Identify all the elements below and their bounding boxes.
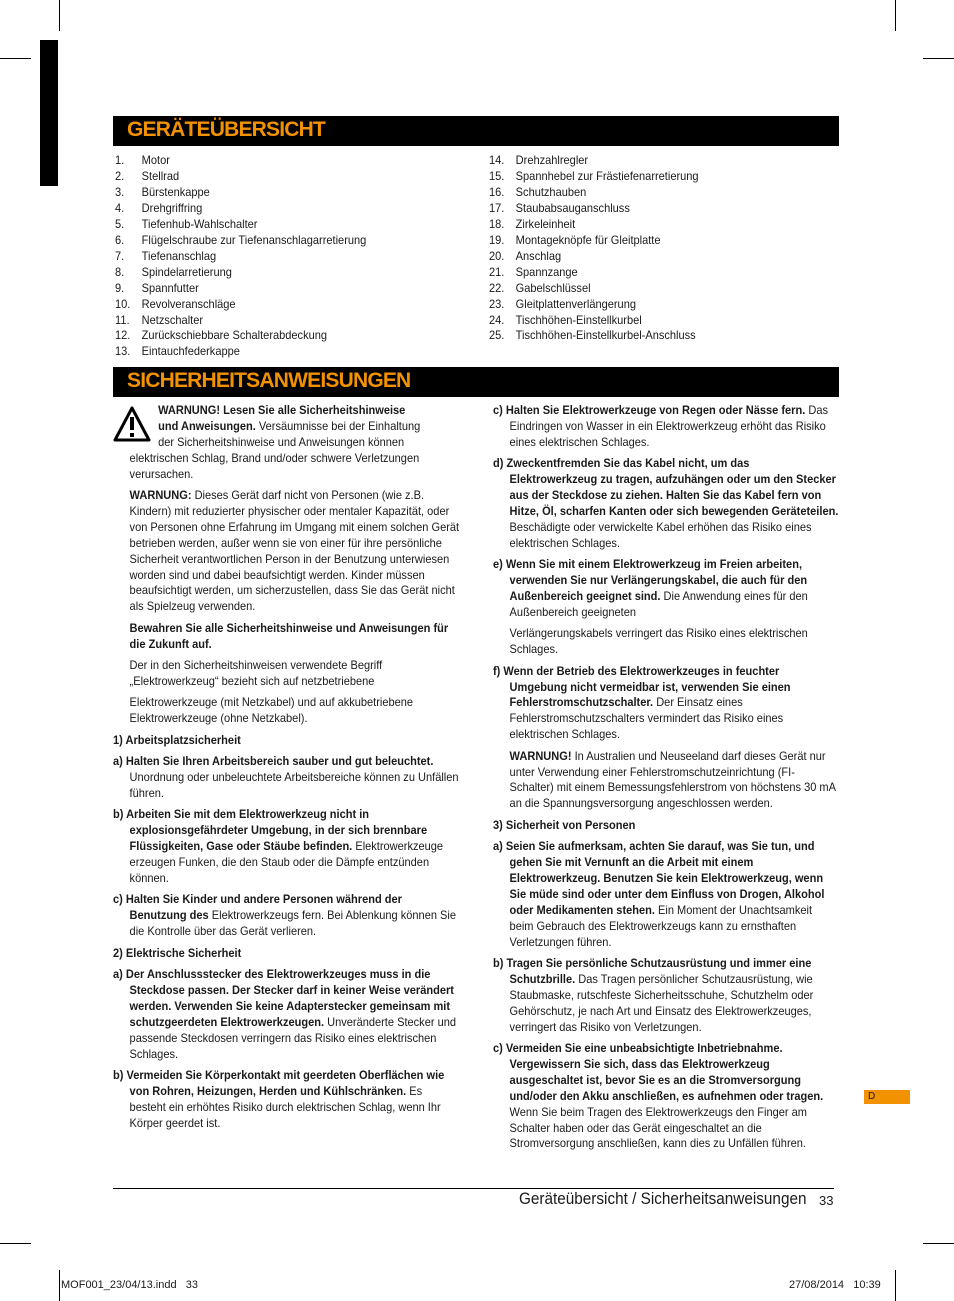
part-list-item (115, 281, 366, 297)
part-number: 6. (115, 232, 125, 247)
part-number: 24. (489, 312, 505, 327)
part-number: 16. (489, 184, 505, 199)
part-label: Schutzhauben (515, 184, 587, 199)
part-list-item (115, 313, 366, 329)
crop-mark (923, 1243, 954, 1244)
rule-1b-heading: b) Arbeiten Sie mit dem Elektrowerkzeug nicht in explosionsgefährdeter Umgebung, in der sich brennbare Flüssigkeiten, Gase oder Stäube befinden. (113, 807, 428, 854)
rule-2a-heading: a) Der Anschlussstecker des Elektrowerkzeuges muss in die Steckdose passen. Der Stecker darf in keiner Weise verändert werden. Verwenden Sie keine Adapterstecker gemeinsam mit schutzgeerdeten Elektrowerkzeugen. (113, 967, 454, 1029)
safety-header-bar (113, 367, 839, 397)
part-list-item (489, 281, 699, 297)
part-list-item (489, 233, 699, 249)
page-number: 33 (819, 1193, 834, 1208)
part-number: 2. (115, 168, 125, 183)
rule-2e-heading: e) Wenn Sie mit einem Elektrowerkzeug im Freien arbeiten, verwenden Sie nur Verlängerungskabel, die auch für den Außenbereich geeignet sind. (493, 557, 808, 603)
language-tab: D (864, 1090, 910, 1104)
part-list-item (115, 169, 366, 185)
part-list-item (115, 201, 366, 217)
part-number: 8. (115, 264, 125, 279)
part-number: 15. (489, 168, 505, 183)
rule-2e-text: Die Anwendung eines für den Außenbereich geeigneten (509, 588, 808, 619)
crop-mark (0, 1243, 31, 1244)
part-label: Stellrad (141, 168, 180, 183)
part-list-item (115, 297, 366, 313)
part-label: Netzschalter (141, 312, 204, 327)
part-list-item (115, 153, 366, 169)
print-slug-date: 27/08/2014 10:39 (789, 1279, 881, 1291)
part-number: 5. (115, 216, 125, 231)
part-label: Anschlag (515, 248, 562, 263)
warning-text: Versäumnisse bei der Einhaltung (255, 418, 421, 433)
rule-1a-text: Unordnung oder unbeleuchtete Arbeitsbereiche können zu Unfällen führen. (129, 770, 459, 800)
subheading-electrical: 2) Elektrische Sicherheit (113, 945, 242, 960)
side-tab-bar (40, 40, 58, 186)
rule-3c-heading: c) Vermeiden Sie eine unbeabsichtigte Inbetriebnahme. Vergewissern Sie sich, dass das Elektrowerkzeug ausgeschaltet ist, bevor Sie es an die Stromversorgung und/oder den Akku anschließen, es aufnehmen oder tragen. (493, 1041, 824, 1103)
print-slug-file: MOF001_23/04/13.indd 33 (61, 1279, 198, 1291)
part-list-item (489, 201, 699, 217)
part-list-item (489, 265, 699, 281)
warning-paragraph: Dieses Gerät darf nicht von Personen (wie z.B. Kindern) mit reduzierter physischer oder mentaler Kapazität, oder von Personen ohne Erfahrung im Umgang mit einem solchen Gerät betrieben werden, außer wenn sie von einer für ihre persönliche Sicherheit verantwortlichen Person in der Benutzung unterwiesen worden sind und dabei beaufsichtigt werden. Kinder müssen beaufsichtigt werden, um sicherzustellen, dass Sie das Gerät nicht als Spielzeug verwenden. (129, 488, 460, 614)
parts-list-left (115, 153, 366, 360)
part-label: Tiefenhub-Wahlschalter (141, 216, 258, 231)
crop-mark (0, 58, 31, 59)
part-list-item (115, 233, 366, 249)
safety-left-column (113, 403, 461, 1137)
warning-text-line: der Sicherheitshinweise und Anweisungen können (158, 434, 405, 449)
part-label: Bürstenkappe (141, 184, 210, 199)
part-number: 25. (489, 328, 505, 343)
warning-text-rest: elektrischen Schlag, Brand und/oder schwere Verletzungen verursachen. (129, 450, 420, 481)
warning-heading-cont: und Anweisungen. (158, 418, 256, 433)
part-label: Drehgriffring (141, 200, 203, 215)
part-list-item (489, 185, 699, 201)
part-label: Motor (141, 153, 170, 167)
part-list-item (115, 217, 366, 233)
part-label: Drehzahlregler (515, 153, 589, 167)
rule-3b-text: Das Tragen persönlicher Schutzausrüstung, wie Staubmaske, rutschfeste Sicherheitsschuhe, Schutzhelm oder Gehörschutz, je nach Art und Einsatz des Elektrowerkzeuges, verringert das Risiko von Verletzungen. (509, 971, 814, 1034)
part-number: 22. (489, 280, 505, 295)
part-label: Revolveranschläge (141, 296, 236, 311)
part-label: Staubabsauganschluss (515, 200, 630, 215)
rule-1c-text: Elektrowerkzeugs fern. Bei Ablenkung können Sie die Kontrolle über das Gerät verlieren. (129, 908, 457, 939)
part-label: Tischhöhen-Einstellkurbel-Anschluss (515, 328, 696, 343)
rule-2d-text: Beschädigte oder verwickelte Kabel erhöhen das Risiko eines elektrischen Schlages. (509, 519, 812, 550)
crop-mark (923, 58, 954, 59)
rule-3b-heading: b) Tragen Sie persönliche Schutzausrüstung und immer eine Schutzbrille. (493, 956, 812, 986)
rule-3a-text: Ein Moment der Unachtsamkeit beim Gebrauch des Elektrowerkzeugs kann zu ernsthaften Verletzungen führen. (509, 902, 813, 949)
part-list-item (115, 249, 366, 265)
warning-au-text: In Australien und Neuseeland darf dieses Gerät nur unter Verwendung einer Fehlerstromschutzeinrichtung (FI-Schalter) mit einem Bemessungsfehlerstrom von höchstens 30 mA an die Spannungsversorgung angeschlossen werden. (509, 748, 836, 811)
part-label: Zurückschiebbare Schalterabdeckung (141, 328, 328, 343)
part-number: 1. (115, 153, 125, 167)
part-number: 17. (489, 200, 505, 215)
warning-heading: WARNUNG! Lesen Sie alle Sicherheitshinweise (158, 403, 406, 417)
warning-label: WARNUNG: (129, 488, 192, 503)
parts-list-right (489, 153, 699, 344)
overview-header-bar (113, 116, 839, 146)
rule-2e-text-2: Verlängerungskabels verringert das Risiko eines elektrischen Schlages. (509, 626, 808, 657)
part-label: Tiefenanschlag (141, 248, 217, 263)
part-number: 9. (115, 280, 125, 295)
term-definition-2: Elektrowerkzeuge (mit Netzkabel) und auf akkubetriebene Elektrowerkzeuge (ohne Netzkabel). (129, 695, 414, 726)
rule-2d-heading: d) Zweckentfremden Sie das Kabel nicht, um das Elektrowerkzeug zu tragen, aufzuhängen oder um den Stecker aus der Steckdose zu ziehen. Halten Sie das Kabel fern von Hitze, Öl, scharfen Kanten oder sich bewegenden Geräteteilen. (493, 456, 839, 518)
crop-mark (59, 0, 60, 31)
subheading-workplace: 1) Arbeitsplatzsicherheit (113, 732, 241, 747)
part-list-item (489, 328, 699, 344)
subheading-personal: 3) Sicherheit von Personen (493, 817, 636, 832)
keep-instructions: Bewahren Sie alle Sicherheitshinweise und Anweisungen für die Zukunft auf. (129, 620, 449, 651)
part-number: 4. (115, 200, 125, 215)
crop-mark (895, 1270, 896, 1301)
term-definition: Der in den Sicherheitshinweisen verwendete Begriff „Elektrowerkzeug“ bezieht sich auf netzbetriebene (129, 658, 383, 688)
rule-2c-text: Das Eindringen von Wasser in ein Elektrowerkzeug erhöht das Risiko eines elektrischen Schlages. (509, 403, 829, 449)
part-number: 21. (489, 264, 505, 279)
safety-right-column (493, 403, 839, 1158)
part-number: 18. (489, 216, 505, 231)
part-list-item (115, 265, 366, 281)
part-number: 23. (489, 296, 505, 311)
part-label: Zirkeleinheit (515, 216, 576, 231)
crop-mark (59, 1270, 60, 1301)
warning-au-label: WARNUNG! (509, 748, 572, 763)
part-list-item (489, 153, 699, 169)
part-label: Spannhebel zur Frästiefenarretierung (515, 168, 699, 183)
part-number: 12. (115, 328, 131, 343)
part-label: Gleitplattenverlängerung (515, 296, 636, 311)
part-list-item (489, 313, 699, 329)
part-list-item (489, 217, 699, 233)
part-number: 10. (115, 296, 131, 311)
rule-2f-text: Der Einsatz eines Fehlerstromschutzschalters vermindert das Risiko eines elektrischen Schlages. (509, 695, 784, 742)
crop-mark (895, 0, 896, 31)
part-number: 14. (489, 153, 505, 167)
part-label: Eintauchfederkappe (141, 344, 240, 359)
overview-title: GERÄTEÜBERSICHT (127, 118, 326, 141)
rule-3a-heading: a) Seien Sie aufmerksam, achten Sie darauf, was Sie tun, und gehen Sie mit Vernunft an die Arbeit mit einem Elektrowerkzeug. Benutzen Sie kein Elektrowerkzeug, wenn Sie müde sind oder unter dem Einfluss von Drogen, Alkohol oder Medikamenten stehen. (493, 839, 825, 917)
part-number: 11. (115, 312, 130, 327)
rule-2f-heading: f) Wenn der Betrieb des Elektrowerkzeuges in feuchter Umgebung nicht vermeidbar ist, verwenden Sie einen Fehlerstromschutzschalter. (493, 663, 791, 710)
part-number: 19. (489, 232, 505, 247)
part-number: 20. (489, 248, 505, 263)
part-list-item (489, 297, 699, 313)
part-number: 13. (115, 344, 131, 359)
rule-1a-heading: a) Halten Sie Ihren Arbeitsbereich sauber und gut beleuchtet. (113, 754, 434, 769)
part-number: 3. (115, 184, 125, 199)
footer-title: Geräteübersicht / Sicherheitsanweisungen (519, 1189, 807, 1208)
part-list-item (115, 328, 366, 344)
rule-2b-heading: b) Vermeiden Sie Körperkontakt mit geerdeten Oberflächen wie von Rohren, Heizungen, Herden und Kühlschränken. (113, 1067, 445, 1098)
part-label: Tischhöhen-Einstellkurbel (515, 312, 642, 327)
part-list-item (115, 185, 366, 201)
part-list-item (115, 344, 366, 360)
part-label: Spannfutter (141, 280, 199, 295)
part-number: 7. (115, 248, 125, 263)
part-list-item (489, 169, 699, 185)
rule-2a-text: Unveränderte Stecker und passende Steckdosen verringern das Risiko eines elektrischen Schlages. (129, 1014, 457, 1061)
part-label: Montageknöpfe für Gleitplatte (515, 232, 661, 247)
part-label: Spindelarretierung (141, 264, 232, 279)
safety-title: SICHERHEITSANWEISUNGEN (127, 369, 411, 392)
rule-3c-text: Wenn Sie beim Tragen des Elektrowerkzeugs den Finger am Schalter haben oder das Gerät eingeschaltet an die Stromversorgung anschließen, kann dies zu Unfällen führen. (509, 1104, 807, 1151)
rule-2b-text: Es besteht ein erhöhtes Risiko durch elektrischen Schlag, wenn Ihr Körper geerdet ist. (129, 1083, 441, 1130)
part-label: Gabelschlüssel (515, 280, 591, 295)
part-list-item (489, 249, 699, 265)
rule-1b-text: Elektrowerkzeuge erzeugen Funken, die den Staub oder die Dämpfe entzünden können. (129, 839, 444, 885)
part-label: Flügelschraube zur Tiefenanschlagarretierung (141, 232, 367, 247)
rule-1c-heading: c) Halten Sie Kinder und andere Personen während der Benutzung des (113, 892, 402, 923)
part-label: Spannzange (515, 264, 578, 279)
rule-2c-heading: c) Halten Sie Elektrowerkzeuge von Regen oder Nässe fern. (493, 403, 806, 417)
